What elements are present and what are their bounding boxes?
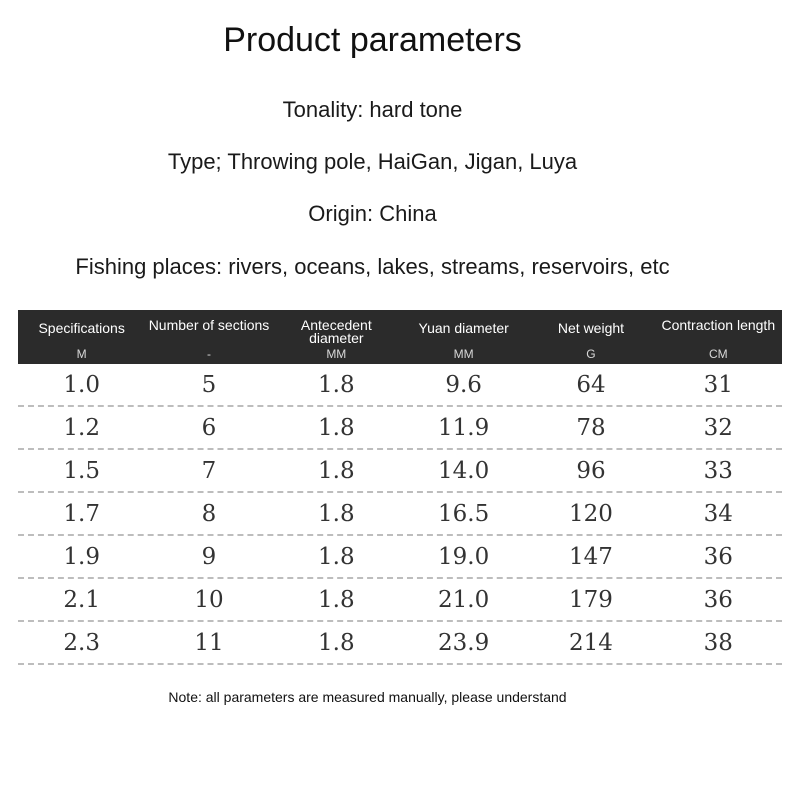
header-label: Specifications: [38, 320, 125, 336]
cell-sections: 5: [201, 372, 217, 398]
cell-yuan-diameter: 16.5: [438, 501, 490, 527]
cell-antecedent-diameter: 1.8: [318, 415, 355, 441]
header-unit: M: [76, 347, 87, 361]
table-header: [18, 310, 782, 364]
table-row: [18, 493, 782, 536]
cell-net-weight: 147: [569, 544, 613, 570]
cell-yuan-diameter: 21.0: [438, 587, 490, 613]
cell-sections: 11: [194, 630, 224, 656]
cell-antecedent-diameter: 1.8: [318, 501, 355, 527]
header-antecedent-diameter: [273, 310, 400, 364]
table-row: [18, 407, 782, 450]
cell-contraction-length: 38: [703, 630, 733, 656]
table-row: [18, 364, 782, 407]
cell-antecedent-diameter: 1.8: [318, 372, 355, 398]
header-unit: -: [206, 347, 211, 361]
header-label: Net weight: [557, 320, 625, 336]
cell-net-weight: 78: [576, 415, 606, 441]
cell-sections: 10: [194, 587, 224, 613]
cell-yuan-diameter: 19.0: [438, 544, 490, 570]
type-line: Type; Throwing pole, HaiGan, Jigan, Luya: [167, 149, 578, 174]
header-unit: MM: [453, 347, 474, 361]
header-net-weight: [527, 310, 654, 364]
header-specifications: [18, 310, 145, 364]
cell-net-weight: 214: [569, 630, 613, 656]
cell-sections: 9: [201, 544, 217, 570]
cell-specification: 2.1: [63, 587, 100, 613]
header-label: Contraction length: [661, 317, 776, 333]
cell-net-weight: 96: [576, 458, 606, 484]
cell-contraction-length: 31: [703, 372, 733, 398]
header-unit: CM: [708, 347, 728, 361]
header-number-of-sections: [145, 310, 272, 364]
origin-line: Origin: China: [308, 201, 437, 226]
cell-antecedent-diameter: 1.8: [318, 544, 355, 570]
header-label: Number of sections: [148, 317, 270, 333]
cell-net-weight: 120: [569, 501, 613, 527]
cell-yuan-diameter: 14.0: [438, 458, 490, 484]
header-contraction-length: [655, 310, 782, 364]
cell-yuan-diameter: 11.9: [438, 415, 490, 441]
cell-antecedent-diameter: 1.8: [318, 587, 355, 613]
cell-yuan-diameter: 9.6: [445, 372, 482, 398]
cell-specification: 1.7: [63, 501, 100, 527]
table-row: [18, 536, 782, 579]
cell-specification: 1.9: [63, 544, 100, 570]
cell-antecedent-diameter: 1.8: [318, 458, 355, 484]
cell-net-weight: 179: [569, 587, 613, 613]
cell-contraction-length: 33: [703, 458, 733, 484]
header-label: Yuan diameter: [418, 320, 509, 336]
cell-specification: 2.3: [63, 630, 100, 656]
cell-contraction-length: 32: [703, 415, 733, 441]
cell-sections: 7: [201, 458, 217, 484]
cell-antecedent-diameter: 1.8: [318, 630, 355, 656]
measurement-note: Note: all parameters are measured manually, please understand: [168, 689, 567, 705]
cell-contraction-length: 36: [703, 587, 733, 613]
cell-sections: 6: [201, 415, 217, 441]
cell-specification: 1.2: [63, 415, 100, 441]
parameters-table: [18, 310, 782, 665]
cell-contraction-length: 36: [703, 544, 733, 570]
cell-contraction-length: 34: [703, 501, 733, 527]
table-row: [18, 579, 782, 622]
cell-sections: 8: [201, 501, 217, 527]
cell-specification: 1.5: [63, 458, 100, 484]
cell-specification: 1.0: [63, 372, 100, 398]
fishing-places-line: Fishing places: rivers, oceans, lakes, streams, reservoirs, etc: [75, 254, 670, 279]
cell-yuan-diameter: 23.9: [438, 630, 490, 656]
page-title: Product parameters: [223, 21, 522, 59]
cell-net-weight: 64: [576, 372, 606, 398]
header-yuan-diameter: [400, 310, 527, 364]
header-label: Antecedent diameter: [300, 317, 372, 346]
header-unit: G: [586, 347, 596, 361]
table-row: [18, 622, 782, 665]
tonality-line: Tonality: hard tone: [282, 97, 463, 122]
header-unit: MM: [326, 347, 347, 361]
table-row: [18, 450, 782, 493]
